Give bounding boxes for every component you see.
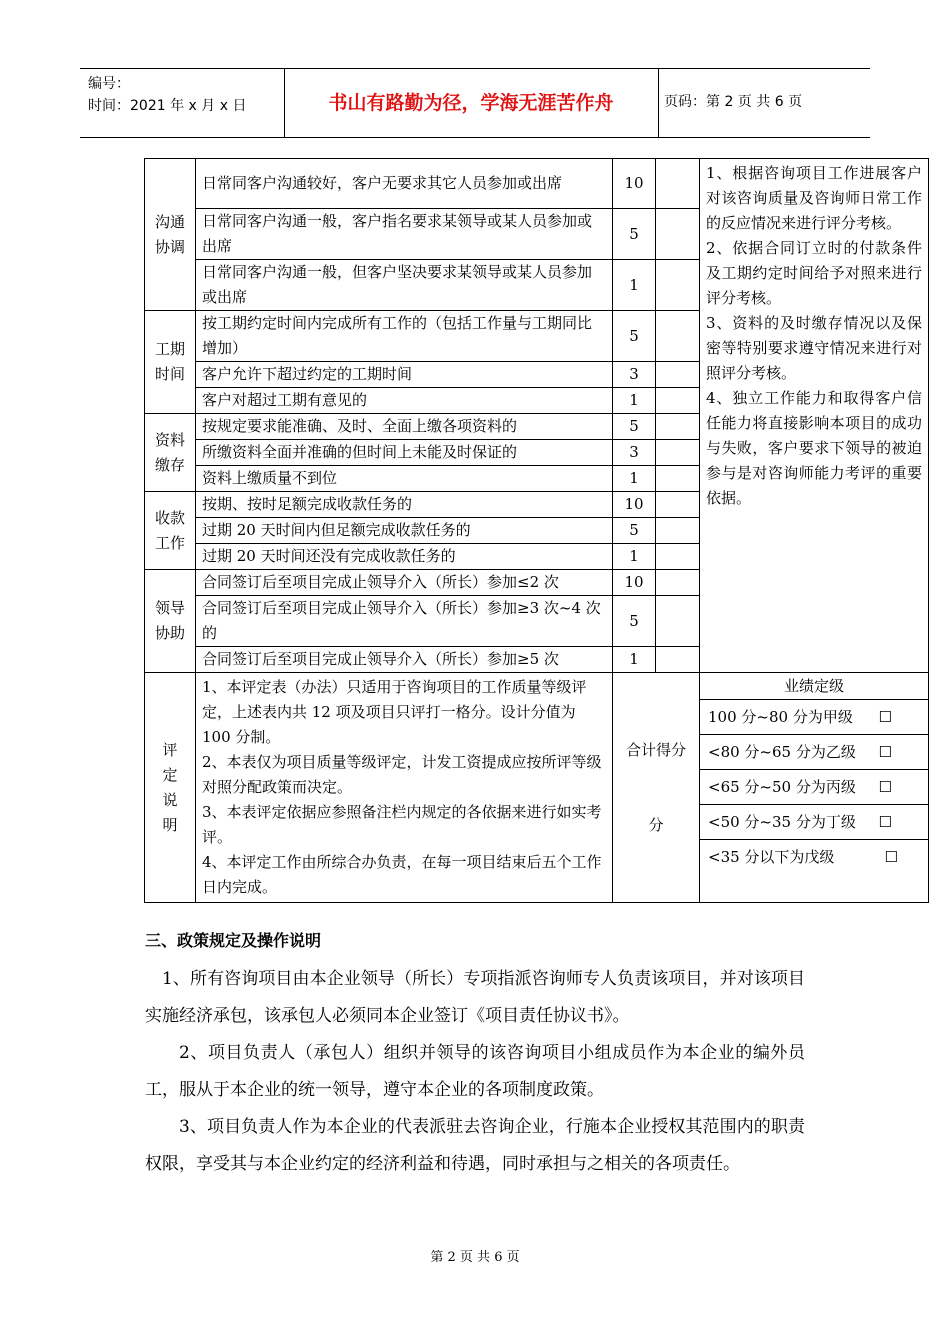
awarded-score-cell[interactable]	[656, 311, 700, 362]
score-cell: 5	[613, 311, 656, 362]
awarded-score-cell[interactable]	[656, 544, 700, 570]
grade-panel	[700, 673, 929, 903]
page-footer: 第 2 页 共 6 页	[430, 1250, 520, 1265]
category-cell: 资料 缴存	[145, 414, 196, 492]
paragraph: 1、所有咨询项目由本企业领导（所长）专项指派咨询师专人负责该项目，并对该项目实施经济承包，该承包人必须同本企业签订《项目责任协议书》。	[145, 969, 805, 1026]
score-cell: 1	[613, 260, 656, 311]
evaluation-category-cell: 评 定 说 明	[145, 673, 196, 903]
criterion-cell: 合同签订后至项目完成止领导介入（所长）参加≥5 次	[196, 647, 613, 673]
grade-option	[700, 770, 928, 805]
paragraph: 3、项目负责人作为本企业的代表派驻去咨询企业，行施本企业授权其范围内的职责权限，享受其与本企业约定的经济利益和待遇，同时承担与之相关的各项责任。	[145, 1117, 805, 1174]
scoring-table	[144, 158, 929, 903]
awarded-score-cell[interactable]	[656, 518, 700, 544]
header-meta	[88, 73, 288, 117]
score-cell: 10	[613, 159, 656, 209]
grade-title: 业绩定级	[700, 673, 928, 700]
total-score-label: 合计得分	[625, 740, 686, 759]
awarded-score-cell[interactable]	[656, 466, 700, 492]
score-cell: 3	[613, 440, 656, 466]
grade-label: <80 分~65 分为乙级	[708, 743, 856, 761]
awarded-score-cell[interactable]	[656, 414, 700, 440]
evaluation-text-cell: 1、本评定表（办法）只适用于咨询项目的工作质量等级评定，上述表内共 12 项及项目只评打一格分。设计分值为 100 分制。 2、本表仅为项目质量等级评定，计发工资提成应按所评等级对照分配政策而决定。 3、本表评定依据应参照备注栏内规定的各依据来进行如实考评。 4、本评定工作由所综合办负责，在每一项目结束后五个工作日内完成。	[196, 673, 613, 903]
criterion-cell: 日常同客户沟通较好，客户无要求其它人员参加或出席	[196, 159, 613, 209]
awarded-score-cell[interactable]	[656, 492, 700, 518]
grade-option	[700, 840, 928, 874]
awarded-score-cell[interactable]	[656, 388, 700, 414]
score-cell: 1	[613, 647, 656, 673]
criterion-cell: 所缴资料全面并准确的但时间上未能及时保证的	[196, 440, 613, 466]
score-cell: 5	[613, 596, 656, 647]
score-cell: 1	[613, 466, 656, 492]
grade-label: <35 分以下为戊级	[708, 848, 835, 866]
category-cell: 收款 工作	[145, 492, 196, 570]
score-cell: 1	[613, 544, 656, 570]
criterion-cell: 按规定要求能准确、及时、全面上缴各项资料的	[196, 414, 613, 440]
score-cell: 5	[613, 414, 656, 440]
grade-option	[700, 805, 928, 840]
criterion-cell: 客户对超过工期有意见的	[196, 388, 613, 414]
score-cell: 5	[613, 518, 656, 544]
grade-checkbox[interactable]: ☐	[878, 778, 892, 796]
paragraph: 2、项目负责人（承包人）组织并领导的该咨询项目小组成员作为本企业的编外员工，服从于本企业的统一领导，遵守本企业的各项制度政策。	[145, 1043, 805, 1100]
page-header	[80, 68, 870, 138]
score-cell: 3	[613, 362, 656, 388]
total-score-cell[interactable]	[613, 673, 700, 903]
criterion-cell: 合同签订后至项目完成止领导介入（所长）参加≥3 次~4 次的	[196, 596, 613, 647]
score-cell: 10	[613, 492, 656, 518]
criterion-cell: 过期 20 天时间内但足额完成收款任务的	[196, 518, 613, 544]
grade-label: <50 分~35 分为丁级	[708, 813, 856, 831]
grade-checkbox[interactable]: ☐	[884, 848, 898, 866]
awarded-score-cell[interactable]	[656, 647, 700, 673]
header-motto: 书山有路勤为径，学海无涯苦作舟	[328, 92, 614, 114]
category-cell: 领导 协助	[145, 570, 196, 673]
section-title: 三、政策规定及操作说明	[145, 931, 322, 950]
score-cell: 1	[613, 388, 656, 414]
category-cell: 沟通 协调	[145, 159, 196, 311]
awarded-score-cell[interactable]	[656, 260, 700, 311]
criterion-cell: 日常同客户沟通一般，但客户坚决要求某领导或某人员参加或出席	[196, 260, 613, 311]
scoring-table-body	[145, 159, 929, 903]
criterion-cell: 按期、按时足额完成收款任务的	[196, 492, 613, 518]
awarded-score-cell[interactable]	[656, 570, 700, 596]
grade-checkbox[interactable]: ☐	[878, 813, 892, 831]
criterion-cell: 合同签订后至项目完成止领导介入（所长）参加≤2 次	[196, 570, 613, 596]
criterion-cell: 过期 20 天时间还没有完成收款任务的	[196, 544, 613, 570]
criterion-cell: 资料上缴质量不到位	[196, 466, 613, 492]
number-label: 编号：	[88, 76, 130, 92]
grade-label: 100 分~80 分为甲级	[708, 708, 853, 726]
header-page-info: 页码：第 2 页 共 6 页	[664, 94, 803, 110]
score-cell: 5	[613, 209, 656, 260]
header-divider	[658, 69, 659, 137]
remarks-cell: 1、根据咨询项目工作进展客户对该咨询质量及咨询师日常工作的反应情况来进行评分考核。 2、依据合同订立时的付款条件及工期约定时间给予对照来进行评分考核。 3、资料的及时缴存情况以及保密等特别要求遵守情况来进行对照评分考核。 4、独立工作能力和取得客户信任能力将直接影响本项目的成功与失败，客户要求下领导的被迫参与是对咨询师能力考评的重要依据。	[700, 159, 929, 673]
category-cell: 工期 时间	[145, 311, 196, 414]
score-cell: 10	[613, 570, 656, 596]
awarded-score-cell[interactable]	[656, 159, 700, 209]
criterion-cell: 日常同客户沟通一般，客户指名要求某领导或某人员参加或出席	[196, 209, 613, 260]
awarded-score-cell[interactable]	[656, 209, 700, 260]
grade-checkbox[interactable]: ☐	[878, 743, 892, 761]
grade-label: <65 分~50 分为丙级	[708, 778, 856, 796]
criterion-cell: 客户允许下超过约定的工期时间	[196, 362, 613, 388]
grade-option	[700, 700, 928, 735]
time-label: 时间：2021 年 x 月 x 日	[88, 98, 247, 114]
evaluation-row	[145, 673, 929, 903]
table-row	[145, 159, 929, 209]
total-score-unit: 分	[648, 815, 664, 834]
awarded-score-cell[interactable]	[656, 362, 700, 388]
grade-option	[700, 735, 928, 770]
awarded-score-cell[interactable]	[656, 440, 700, 466]
criterion-cell: 按工期约定时间内完成所有工作的（包括工作量与工期同比增加）	[196, 311, 613, 362]
grade-checkbox[interactable]: ☐	[878, 708, 892, 726]
awarded-score-cell[interactable]	[656, 596, 700, 647]
